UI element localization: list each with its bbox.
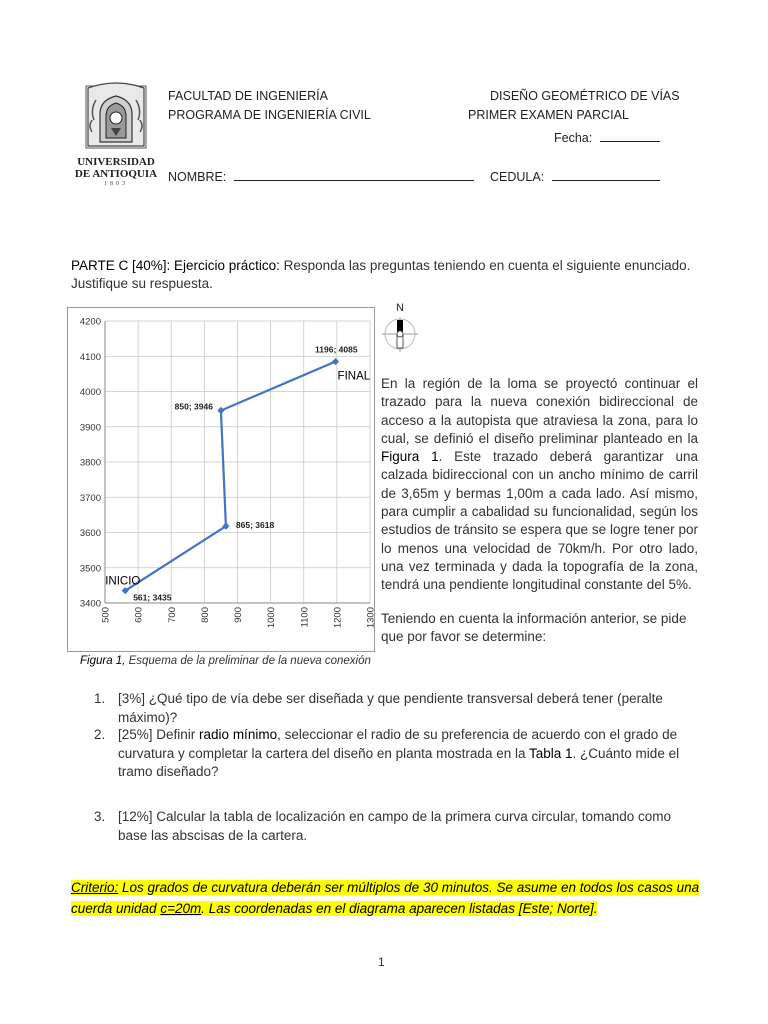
criterion-label: Criterio:	[71, 880, 119, 895]
figure-1-chart	[67, 307, 375, 652]
id-line	[552, 169, 660, 181]
figure-caption	[80, 655, 371, 667]
chart-frame	[68, 308, 375, 652]
criterion-text-1: Los grados de curvatura deberán ser múltiplos de 30 minutos. Se asume en todos los casos una cuerda unidad	[71, 880, 700, 916]
university-logo	[76, 80, 156, 190]
x-tick-label: 1200	[332, 607, 344, 629]
y-tick-label: 3900	[79, 422, 101, 434]
caption-text: Esquema de la preliminar de la nueva conexión	[125, 655, 371, 667]
min-radius-term: radio mínimo	[199, 727, 278, 742]
logo-name-line2: DE ANTIOQUIA	[74, 168, 158, 180]
faculty-name: FACULTAD DE INGENIERÍA	[168, 89, 328, 103]
question-number: 1.	[94, 691, 106, 706]
question-2	[94, 726, 698, 782]
compass-north-label: N	[396, 302, 404, 314]
annotation-label: INICIO	[105, 575, 141, 588]
figure-reference: Figura 1	[381, 449, 439, 465]
problem-statement	[381, 375, 698, 595]
name-line	[234, 169, 474, 181]
y-tick-label: 3500	[79, 563, 101, 575]
exam-name: PRIMER EXAMEN PARCIAL	[468, 108, 629, 122]
data-label: 561; 3435	[133, 592, 172, 603]
data-label: 850; 3946	[174, 401, 213, 412]
id-label: CEDULA:	[490, 170, 545, 184]
question-1	[94, 690, 698, 727]
question-number: 2.	[94, 727, 106, 742]
y-tick-label: 4000	[79, 387, 101, 398]
id-field	[490, 169, 660, 184]
data-label: 865; 3618	[235, 520, 275, 531]
chart-svg	[67, 307, 375, 652]
data-label: 1196; 4085	[315, 344, 358, 355]
y-tick-label: 3800	[79, 457, 101, 469]
criterion-note	[71, 877, 701, 919]
y-tick-label: 4100	[79, 351, 101, 363]
name-label: NOMBRE:	[168, 170, 227, 184]
question-number: 3.	[94, 809, 106, 824]
question-text: . ¿Cuánto mide el tramo diseñado?	[118, 745, 680, 779]
x-tick-label: 800	[199, 607, 211, 623]
question-3	[94, 808, 698, 845]
y-tick-label: 4200	[79, 316, 101, 328]
x-tick-label: 600	[133, 607, 145, 623]
date-field	[554, 130, 660, 145]
part-label: PARTE C [40%]: Ejercicio práctico:	[71, 258, 280, 273]
logo-year: 1803	[104, 181, 128, 187]
university-seal-icon	[76, 80, 156, 152]
y-tick-label: 3600	[79, 528, 101, 539]
x-tick-label: 1100	[299, 607, 311, 628]
logo-name-line1: UNIVERSIDAD	[77, 156, 155, 168]
x-tick-label: 1300	[365, 607, 377, 629]
y-tick-label: 3700	[79, 492, 101, 504]
x-tick-label: 700	[166, 607, 178, 623]
question-text: [3%] ¿Qué tipo de vía debe ser diseñada y que pendiente transversal deberá tener (peralte máximo)?	[118, 691, 663, 725]
page-number: 1	[378, 955, 385, 969]
part-heading	[71, 257, 697, 293]
question-text: , seleccionar el radio de su preferencia de acuerdo con el grado de curvatura y completar la cartera del diseño en planta mostrada en la	[118, 727, 678, 761]
name-field	[168, 169, 474, 184]
date-line	[600, 130, 660, 142]
part-text: Responda las preguntas teniendo en cuenta el siguiente enunciado. Justifique su respuesta.	[71, 258, 691, 291]
y-tick-label: 3400	[79, 598, 101, 610]
program-name: PROGRAMA DE INGENIERÍA CIVIL	[168, 108, 371, 122]
x-tick-label: 1000	[266, 607, 278, 629]
course-name: DISEÑO GEOMÉTRICO DE VÍAS	[490, 89, 680, 103]
statement-text-2: . Este trazado deberá garantizar una calzada bidireccional con un ancho mínimo de carril de 3,65m y bermas 1,00m a cada lado. Así mismo, para cumplir a cabalidad su funcionalidad, según los estudios de tránsito se espera que se logre tener por lo menos una velocidad de 70km/h. Por otro lado, una vez terminada y dada la topografía de la zona, tendrá una pendiente longitudinal constante del 5%.	[381, 449, 699, 593]
caption-label: Figura 1,	[80, 655, 126, 667]
table-reference: Tabla 1	[528, 745, 573, 761]
compass	[382, 302, 426, 358]
compass-rose-icon	[380, 314, 420, 358]
date-label: Fecha:	[554, 131, 593, 145]
criterion-text-2: . Las coordenadas en el diagrama aparecen listadas [Este; Norte].	[201, 901, 598, 916]
question-text: [12%] Calcular la tabla de localización en campo de la primera curva circular, tomando como base las abscisas de la cartera.	[118, 809, 672, 843]
question-text: [25%] Definir	[118, 727, 200, 742]
statement-text-1: En la región de la loma se proyectó continuar el trazado para la nueva conexión bidireccional de acceso a la autopista que atraviesa la zona, para lo cual, se definió el diseño preliminar planteado en la	[381, 376, 698, 446]
annotation-label: FINAL	[337, 370, 371, 383]
x-tick-label: 500	[100, 607, 112, 623]
x-tick-label: 900	[233, 607, 244, 623]
chord-value: c=20m	[160, 901, 202, 916]
statement-request: Teniendo en cuenta la información anterior, se pide que por favor se determine:	[381, 611, 687, 645]
